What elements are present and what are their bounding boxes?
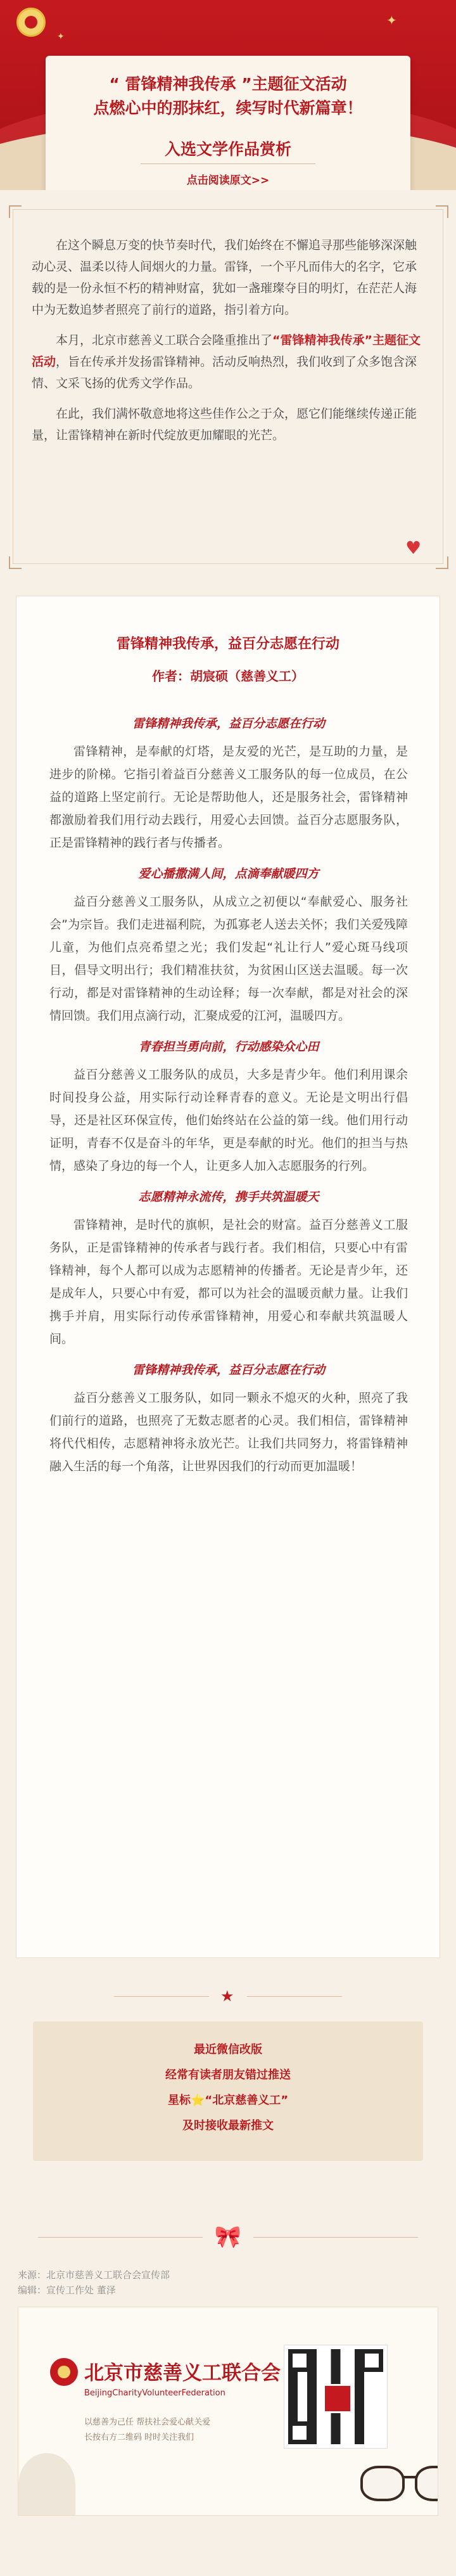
source-credits <box>18 2267 170 2298</box>
org-name: 北京市慈善义工联合会 <box>84 2362 281 2385</box>
intro-section <box>0 190 456 583</box>
article-paragraph: 益百分慈善义工服务队，如同一颗永不熄灭的火种，照亮了我们前行的道路，也照亮了无数志愿者的心灵。我们相信，雷锋精神将代代相传，志愿精神将永放光芒。让我们共同努力，将雷锋精神融入生活的每一个角落，让世界因我们的行动而更加温暖！ <box>49 1391 408 1473</box>
qr-code[interactable] <box>284 2345 387 2448</box>
section-heading: 雷锋精神我传承，益百分志愿在行动 <box>132 1363 325 1377</box>
intro-text-span: ，旨在传承并发扬雷锋精神。活动反响热烈，我们收到了众多饱含深情、文采飞扬的优秀文学作品。 <box>32 355 417 390</box>
divider-line <box>253 2237 418 2238</box>
campaign-highlight: “雷锋精神我传承”主题征文活动 <box>32 333 421 369</box>
section-heading: 雷锋精神我传承，益百分志愿在行动 <box>132 717 325 731</box>
intro-text <box>32 234 424 455</box>
bow-icon: 🎀 <box>214 2224 242 2250</box>
divider-line <box>114 1996 209 1997</box>
qr-finder <box>288 2349 311 2372</box>
slogan-line-2: 长按右方二维码 时时关注我们 <box>84 2433 194 2442</box>
banner-card <box>46 56 410 190</box>
federation-logo-icon <box>50 2358 78 2386</box>
article-body <box>49 704 408 1487</box>
source-text: 来源：北京市慈善义工联合会宣传部 <box>18 2269 170 2281</box>
frame-corner <box>436 556 448 569</box>
qr-center-logo <box>323 2384 352 2413</box>
article-author: 作者：胡宸硕（慈善义工） <box>152 669 304 684</box>
follow-line-3 <box>33 2091 423 2108</box>
federation-logo-icon <box>16 8 46 37</box>
lens <box>415 2466 438 2501</box>
org-card <box>18 2307 438 2516</box>
article-title: 雷锋精神我传承，益百分志愿在行动 <box>116 636 339 652</box>
headline-line-2: 点燃心中的那抹红，续写时代新篇章！ <box>93 99 363 117</box>
slogan-line-1: 以慈善为己任 帮扶社会爱心献关爱 <box>84 2418 211 2427</box>
follow-section <box>0 1971 456 2199</box>
qr-finder <box>360 2349 383 2372</box>
sparkle-icon: ✦ <box>57 32 65 42</box>
article-card <box>16 596 440 1958</box>
article-paragraph: 益百分慈善义工服务队，从成立之初便以“奉献爱心、服务社会”为宗旨。我们走进福利院，为孤寡老人送去关怀；我们关爱残障儿童，为他们点亮希望之光；我们发起“礼让行人”爱心斑马线项目，倡导文明出行；我们精准扶贫，为贫困山区送去温暖。每一次行动，都是对雷锋精神的生动诠释；每一次奉献，都是对社会的深情回馈。我们用点滴行动，汇聚成爱的江河，温暖四方。 <box>49 895 408 1023</box>
intro-paragraph: 在此，我们满怀敬意地将这些佳作公之于众，愿它们能继续传递正能量，让雷锋精神在新时代绽放更加耀眼的光芒。 <box>32 407 417 442</box>
cup-decoration <box>18 2453 75 2516</box>
star-divider <box>114 1987 342 2005</box>
star-icon: ★ <box>220 1987 234 2005</box>
intro-text-span: 本月，北京市慈善义工联合会隆重推出了 <box>56 333 273 347</box>
read-original-link[interactable]: 点击阅读原文>> <box>186 174 270 187</box>
divider-line <box>38 2237 203 2238</box>
org-slogan <box>84 2415 210 2445</box>
gold-star-icon: ⭐ <box>190 2094 205 2107</box>
account-name: “北京慈善义工” <box>205 2094 289 2107</box>
frame-corner <box>436 205 448 218</box>
section-heading: 青春担当勇向前，行动感染众心田 <box>138 1040 319 1054</box>
editor-text: 编辑：宣传工作处 董泽 <box>18 2284 116 2296</box>
article-paragraph: 雷锋精神，是奉献的灯塔，是友爱的光芒，是互助的力量，是进步的阶梯。它指引着益百分慈善义工服务队的每一位成员，在公益的道路上坚定前行。无论是帮助他人，还是服务社会，雷锋精神都激励着我们用行动去践行，用爱心去回馈。益百分志愿服务队，正是雷锋精神的践行者与传播者。 <box>49 745 408 850</box>
banner-headline <box>46 72 410 120</box>
follow-line-4: 及时接收最新推文 <box>182 2119 274 2132</box>
lens <box>360 2466 405 2501</box>
follow-box <box>33 2022 423 2161</box>
article-paragraph: 雷锋精神，是时代的旗帜，是社会的财富。益百分慈善义工服务队，正是雷锋精神的传承者与践行者。我们相信，只要心中有雷锋精神，每个人都可以成为志愿精神的传播者。无论是青少年，还是成年人，只要心中有爱，都可以为社会的温暖贡献力量。让我们携手并肩，用实际行动传承雷锋精神，用爱心和奉献共筑温暖人间。 <box>49 1218 408 1346</box>
sparkle-icon: ✦ <box>386 13 397 28</box>
follow-line-2: 经常有读者朋友错过推送 <box>165 2068 291 2082</box>
section-heading: 爱心播撒满人间，点滴奉献暖四方 <box>138 867 319 881</box>
frame-corner <box>9 205 22 218</box>
intro-paragraph <box>32 330 424 394</box>
divider-line <box>247 1996 342 1997</box>
org-english-name: BeijingCharityVolunteerFederation <box>84 2388 225 2398</box>
article-paragraph: 益百分慈善义工服务队的成员，大多是青少年。他们利用课余时间投身公益，用实际行动诠释青春的意义。无论是文明出行倡导，还是社区环保宣传，他们始终站在公益的第一线。他们用行动证明，青春不仅是奋斗的年华，更是奉献的时光。他们的担当与热情，感染了身边的每一个人，让更多人加入志愿服务的行列。 <box>49 1068 408 1173</box>
qr-finder <box>288 2421 311 2444</box>
heart-icon: ♥ <box>405 537 422 558</box>
glasses-decoration <box>360 2453 438 2510</box>
follow-star-text: 星标 <box>167 2094 191 2107</box>
frame-corner <box>9 556 22 569</box>
intro-paragraph: 在这个瞬息万变的快节奏时代，我们始终在不懈追寻那些能够深深触动心灵、温柔以待人间烟火的力量。雷锋，一个平凡而伟大的名字，它承载的是一份永恒不朽的精神财富，犹如一盏璀璨夺目的明灯，在茫茫人海中为无数追梦者照亮了前行的道路，指引着方向。 <box>32 238 417 317</box>
banner-divider <box>141 163 315 164</box>
header-banner <box>0 0 456 190</box>
section-heading: 志愿精神永流传，携手共筑温暖天 <box>138 1190 319 1204</box>
headline-line-1: “ 雷锋精神我传承 ”主题征文活动 <box>109 75 347 93</box>
banner-subtitle: 入选文学作品赏析 <box>164 140 291 158</box>
follow-line-1: 最近微信改版 <box>194 2043 262 2056</box>
